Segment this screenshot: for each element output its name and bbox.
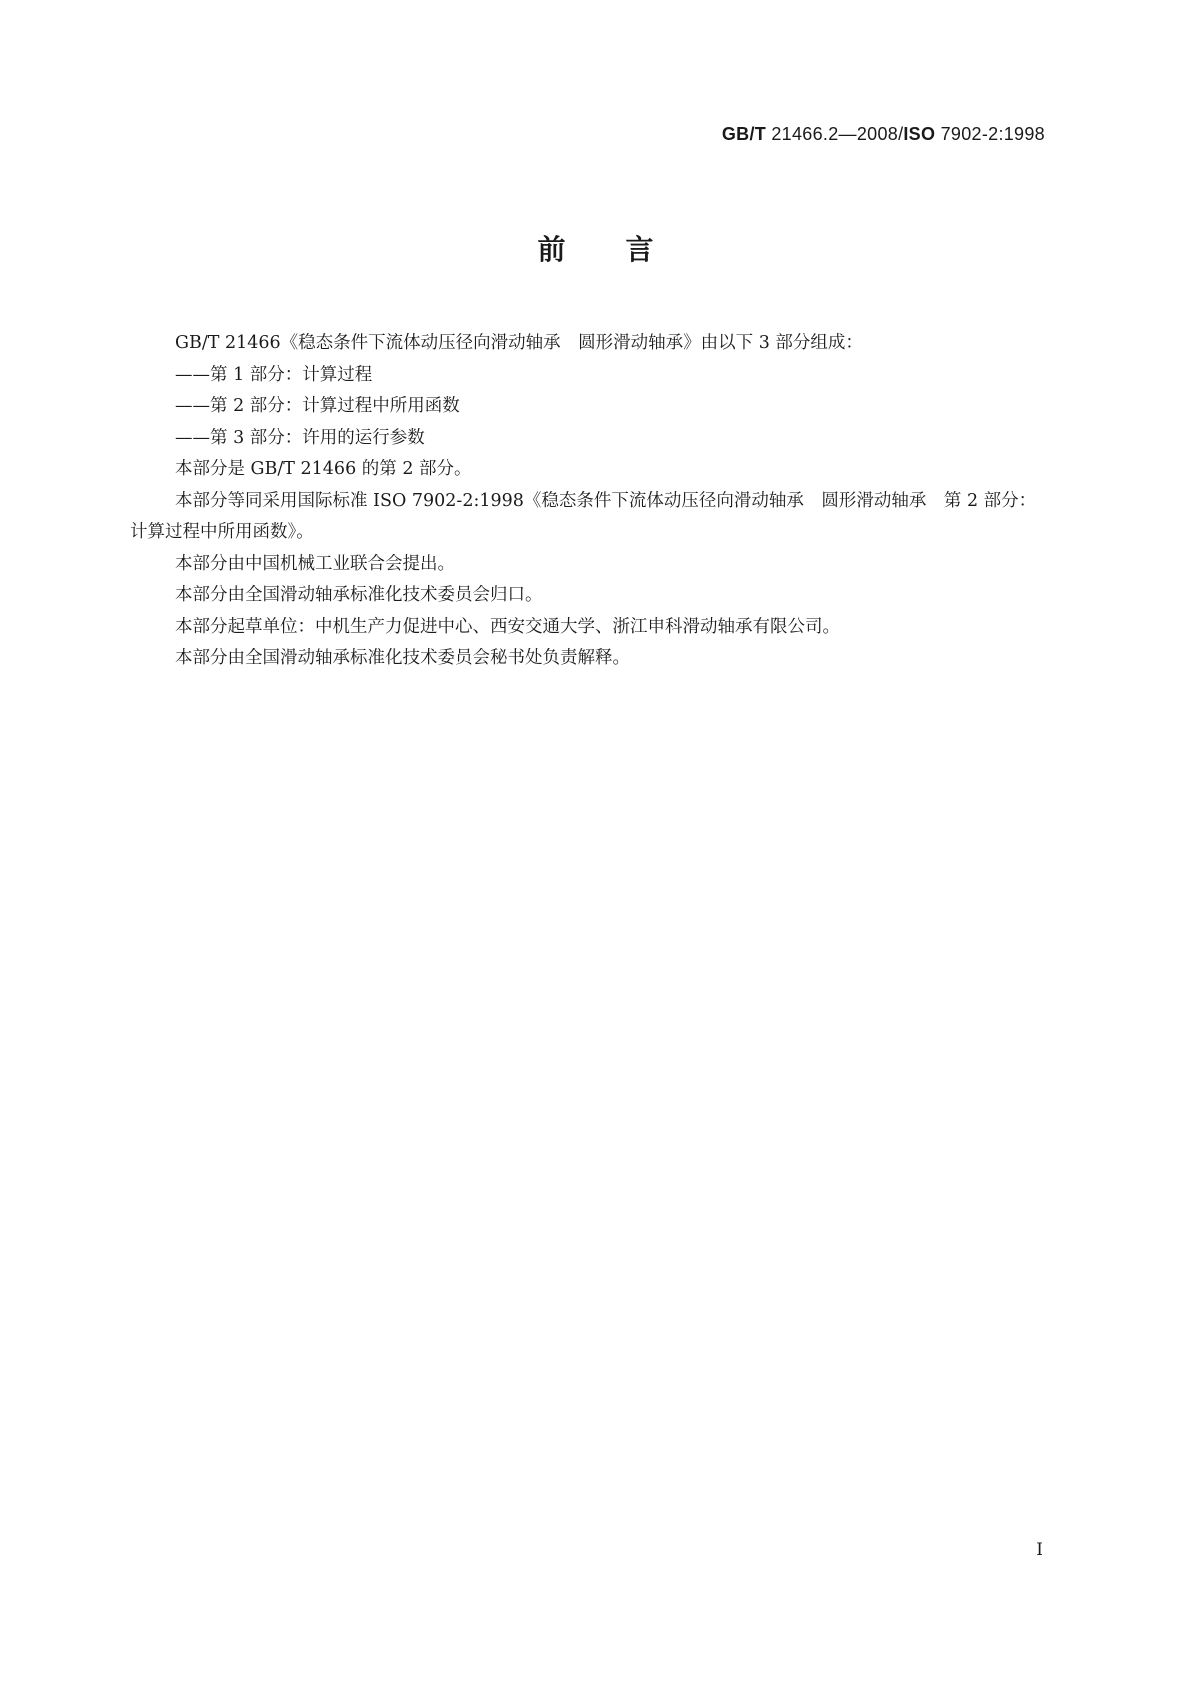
paragraph-centralized-by: 本部分由全国滑动轴承标准化技术委员会归口。 <box>175 585 543 605</box>
paragraph-proposed-by: 本部分由中国机械工业联合会提出。 <box>175 553 455 574</box>
page-title: 前言 <box>537 233 714 266</box>
foreword-body <box>130 328 1050 675</box>
paragraph-composition: GB/T 21466《稳态条件下流体动压径向滑动轴承 圆形滑动轴承》由以下 3 部分组成： <box>175 333 863 353</box>
standard-code-number: 21466.2—2008/ <box>766 124 904 144</box>
standard-code-gb: GB/T <box>721 124 767 144</box>
paragraph-this-part: 本部分是 GB/T 21466 的第 2 部分。 <box>175 459 472 479</box>
paragraph-adoption: 本部分等同采用国际标准 ISO 7902-2:1998《稳态条件下流体动压径向滑动轴承 圆形滑动轴承 第 2 部分：计算过程中所用函数》。 <box>130 490 1037 542</box>
standard-code-iso: ISO <box>903 124 936 144</box>
standard-code <box>722 124 1045 145</box>
page-number: I <box>1036 1540 1043 1560</box>
list-item-part-2: ——第 2 部分：计算过程中所用函数 <box>175 396 460 416</box>
paragraph-interpretation: 本部分由全国滑动轴承标准化技术委员会秘书处负责解释。 <box>175 648 630 668</box>
paragraph-drafting-units: 本部分起草单位：中机生产力促进中心、西安交通大学、浙江申科滑动轴承有限公司。 <box>175 616 840 637</box>
list-item-part-3: ——第 3 部分：许用的运行参数 <box>175 427 425 448</box>
standard-code-iso-number: 7902-2:1998 <box>935 124 1045 144</box>
list-item-part-1: ——第 1 部分：计算过程 <box>175 364 373 385</box>
